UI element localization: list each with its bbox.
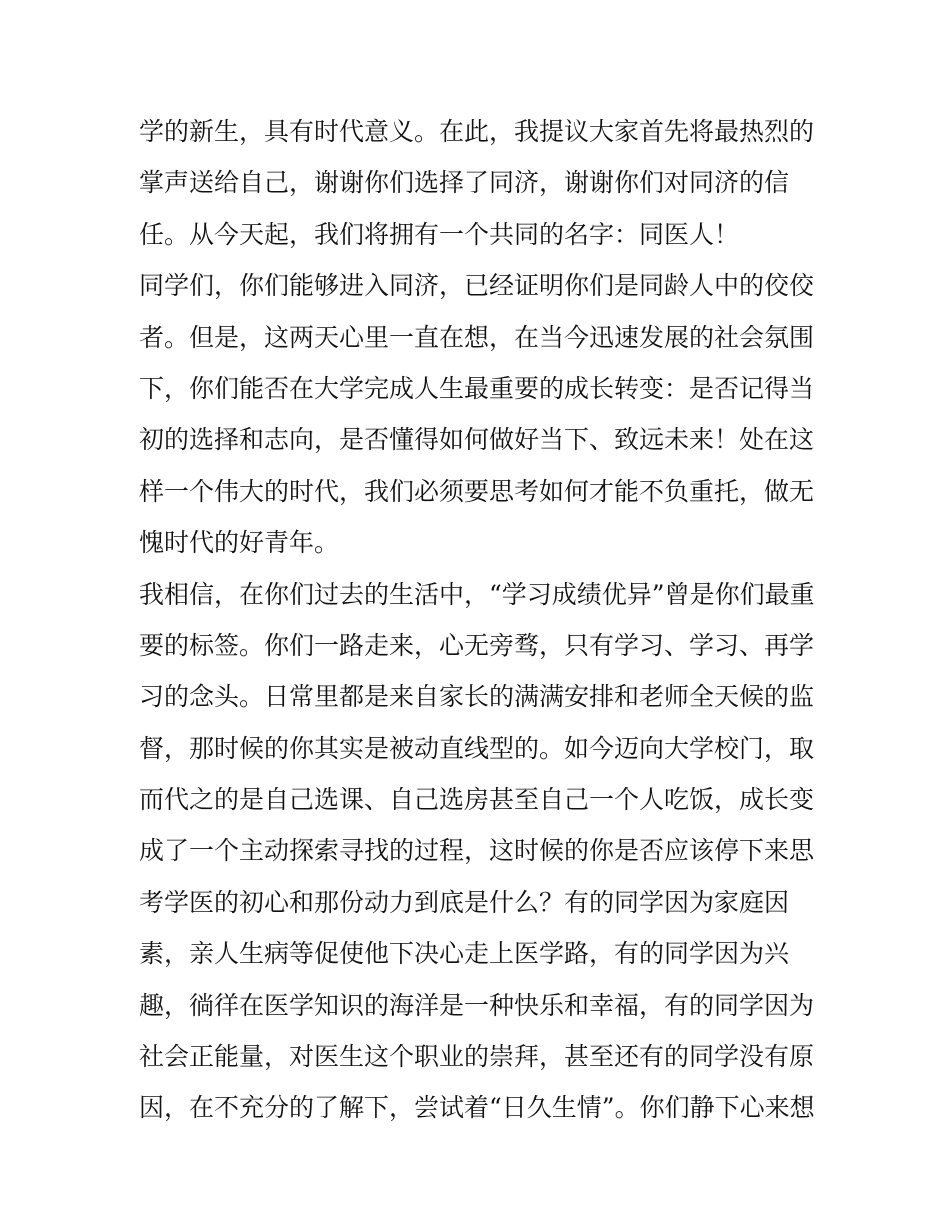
text-line: 样一个伟大的时代，我们必须要思考如何才能不负重托，做无 <box>139 476 815 506</box>
text-line: 成了一个主动探索寻找的过程，这时候的你是否应该停下来思 <box>139 836 815 866</box>
text-line: 趣，徜徉在医学知识的海洋是一种快乐和幸福，有的同学因为 <box>139 990 815 1020</box>
text-line: 初的选择和志向，是否懂得如何做好当下、致远未来！处在这 <box>139 425 815 455</box>
text-line: 同学们，你们能够进入同济，已经证明你们是同龄人中的佼佼 <box>139 271 815 301</box>
text-line: 任。从今天起，我们将拥有一个共同的名字：同医人！ <box>139 219 740 249</box>
text-line: 愧时代的好青年。 <box>139 528 340 558</box>
text-line: 社会正能量，对医生这个职业的崇拜，甚至还有的同学没有原 <box>139 1042 815 1072</box>
text-line: 掌声送给自己，谢谢你们选择了同济，谢谢你们对同济的信 <box>139 168 790 198</box>
text-line: 要的标签。你们一路走来，心无旁骛，只有学习、学习、再学 <box>139 630 815 660</box>
text-line: 因，在不充分的了解下，尝试着“日久生情”。你们静下心来想 <box>139 1093 815 1123</box>
text-line: 素，亲人生病等促使他下决心走上医学路，有的同学因为兴 <box>139 939 790 969</box>
text-line: 而代之的是自己选课、自己选房甚至自己一个人吃饭，成长变 <box>139 785 815 815</box>
text-line: 下，你们能否在大学完成人生最重要的成长转变：是否记得当 <box>139 373 815 403</box>
body-text <box>139 106 829 1134</box>
text-line: 者。但是，这两天心里一直在想，在当今迅速发展的社会氛围 <box>139 322 815 352</box>
text-line: 习的念头。日常里都是来自家长的满满安排和老师全天候的监 <box>139 682 815 712</box>
text-line: 督，那时候的你其实是被动直线型的。如今迈向大学校门，取 <box>139 733 815 763</box>
text-line: 考学医的初心和那份动力到底是什么？有的同学因为家庭因 <box>139 887 790 917</box>
text-line: 我相信，在你们过去的生活中，“学习成绩优异”曾是你们最重 <box>139 579 815 609</box>
text-line: 学的新生，具有时代意义。在此，我提议大家首先将最热烈的 <box>139 117 815 146</box>
